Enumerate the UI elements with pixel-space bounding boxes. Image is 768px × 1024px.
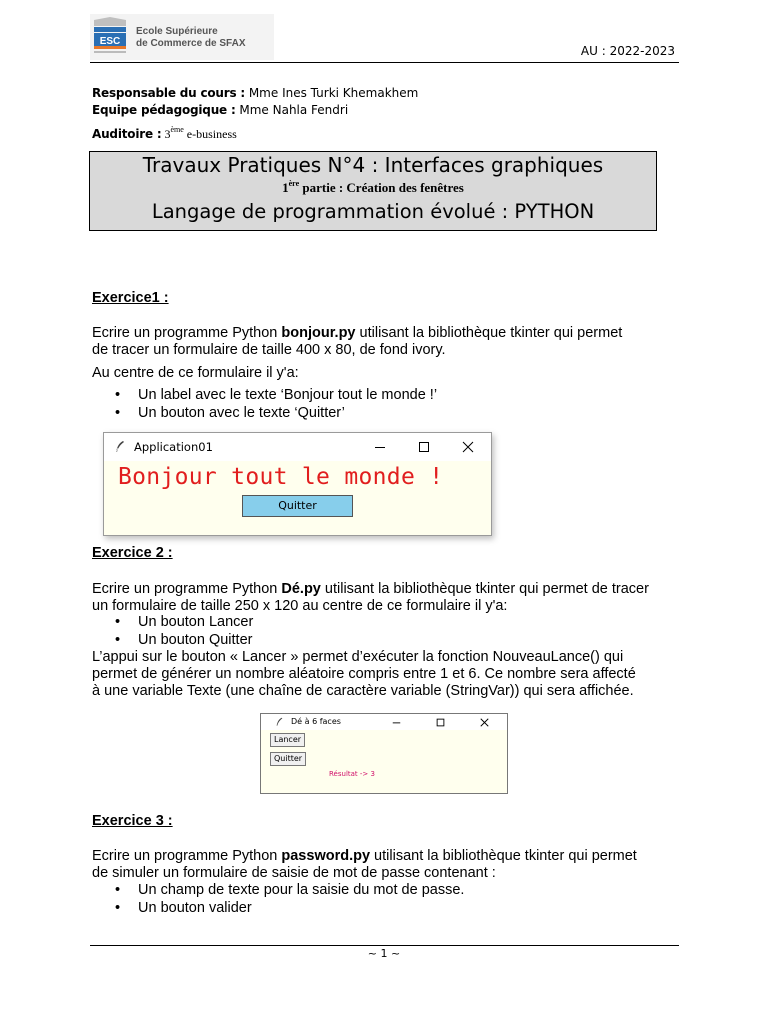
equipe-line (92, 103, 348, 117)
responsable-value: Mme Ines Turki Khemakhem (245, 86, 419, 100)
footer-rule (90, 945, 679, 946)
exercise1-text-d: de tracer un formulaire de taille 400 x 80, de fond ivory. (92, 342, 446, 358)
list-item-text: Un champ de texte pour la saisie du mot de passe. (138, 882, 465, 898)
responsable-label: Responsable du cours : (92, 86, 246, 100)
window-titlebar (104, 433, 491, 461)
tp-title: Travaux Pratiques N°4 : Interfaces graphiques (142, 153, 604, 177)
window-title: Application01 (134, 440, 213, 454)
exercise2-text-d: un formulaire de taille 250 x 120 au centre de ce formulaire il y'a: (92, 598, 508, 614)
list-item (115, 387, 437, 404)
tp-subtitle (90, 180, 656, 196)
quitter-button[interactable]: Quitter (270, 752, 306, 766)
exercise3-title: Exercice 3 : (92, 813, 173, 829)
school-logo (90, 14, 274, 60)
list-item-text: Un label avec le texte ‘Bonjour tout le monde !’ (138, 387, 438, 403)
equipe-value: Mme Nahla Fendri (235, 103, 349, 117)
window-titlebar (261, 714, 507, 730)
exercise1-paragraph (92, 325, 682, 359)
bullet-icon: • (115, 614, 121, 630)
exercise2-desc-line1: L’appui sur le bouton « Lancer » permet d’exécuter la fonction NouveauLance() qui (92, 649, 624, 665)
close-icon[interactable] (462, 441, 474, 453)
greeting-label: Bonjour tout le monde ! (118, 464, 444, 490)
svg-text:ESC: ESC (99, 36, 121, 47)
exercise1-filename: bonjour.py (281, 325, 356, 341)
exercise2-description (92, 649, 682, 700)
bullet-icon: • (115, 882, 121, 898)
bullet-icon: • (115, 900, 121, 916)
exercise1-text-a: Ecrire un programme Python (92, 325, 282, 341)
exercise2-title: Exercice 2 : (92, 545, 173, 561)
feather-icon (114, 440, 126, 454)
exercise1-intro: Au centre de ce formulaire il y'a: (92, 365, 299, 381)
svg-text:de Commerce de SFAX: de Commerce de SFAX (136, 38, 246, 49)
course-title: Langage de programmation évolué : PYTHON (151, 200, 595, 223)
exercise2-paragraph (92, 581, 682, 615)
exercise1-title: Exercice1 : (92, 290, 169, 306)
tp-subtitle-text: partie : Création des fenêtres (299, 180, 464, 195)
list-item-text: Un bouton valider (138, 900, 252, 916)
list-item (115, 632, 252, 649)
svg-text:Ecole Supérieure: Ecole Supérieure (136, 26, 218, 37)
exercise2-desc-line3: à une variable Texte (une chaîne de caractère variable (StringVar)) qui sera affichée. (92, 683, 634, 699)
responsable-line (92, 86, 418, 100)
auditoire-label: Auditoire : (92, 127, 162, 141)
result-label: Résultat -> 3 (329, 770, 375, 778)
equipe-label: Equipe pédagogique : (92, 103, 236, 117)
minimize-icon[interactable] (392, 718, 401, 727)
app-window-dice (260, 713, 508, 794)
academic-year: AU : 2022-2023 (580, 44, 675, 58)
exercise2-text-c: utilisant la bibliothèque tkinter qui permet de tracer (320, 581, 649, 597)
exercise2-desc-line2: permet de générer un nombre aléatoire compris entre 1 et 6. Ce nombre sera affecté (92, 666, 636, 682)
maximize-icon[interactable] (418, 441, 430, 453)
exercise2-text-a: Ecrire un programme Python (92, 581, 282, 597)
close-icon[interactable] (480, 718, 489, 727)
list-item (115, 882, 464, 899)
page-number: ~ 1 ~ (367, 947, 401, 960)
exercise3-text-d: de simuler un formulaire de saisie de mot de passe contenant : (92, 865, 496, 881)
auditoire-line (92, 127, 237, 142)
bullet-icon: • (115, 632, 121, 648)
bullet-icon: • (115, 405, 121, 421)
auditoire-sup: ème (170, 125, 184, 134)
auditoire-value: e-business (183, 127, 237, 141)
header-rule (90, 62, 679, 63)
exercise3-filename: password.py (281, 848, 371, 864)
bullet-icon: • (115, 387, 121, 403)
exercise3-paragraph (92, 848, 682, 882)
list-item (115, 405, 345, 422)
app-window-bonjour (103, 432, 492, 536)
title-box (89, 151, 657, 231)
tp-subtitle-num: 1 (282, 180, 289, 195)
exercise2-filename: Dé.py (281, 581, 321, 597)
feather-icon (275, 717, 284, 727)
school-logo-graphic (90, 14, 274, 60)
quit-button[interactable]: Quitter (242, 495, 353, 517)
exercise3-text-c: utilisant la bibliothèque tkinter qui permet (370, 848, 637, 864)
exercise3-text-a: Ecrire un programme Python (92, 848, 282, 864)
list-item-text: Un bouton Quitter (138, 632, 253, 648)
list-item (115, 900, 252, 917)
maximize-icon[interactable] (436, 718, 445, 727)
window-title: Dé à 6 faces (291, 717, 341, 726)
auditoire-num: 3 (161, 127, 171, 141)
minimize-icon[interactable] (374, 441, 386, 453)
list-item-text: Un bouton avec le texte ‘Quitter’ (138, 405, 345, 421)
lancer-button[interactable]: Lancer (270, 733, 305, 747)
exercise1-text-c: utilisant la bibliothèque tkinter qui permet (355, 325, 623, 341)
tp-subtitle-sup: ère (288, 179, 300, 188)
list-item (115, 614, 253, 631)
list-item-text: Un bouton Lancer (138, 614, 254, 630)
